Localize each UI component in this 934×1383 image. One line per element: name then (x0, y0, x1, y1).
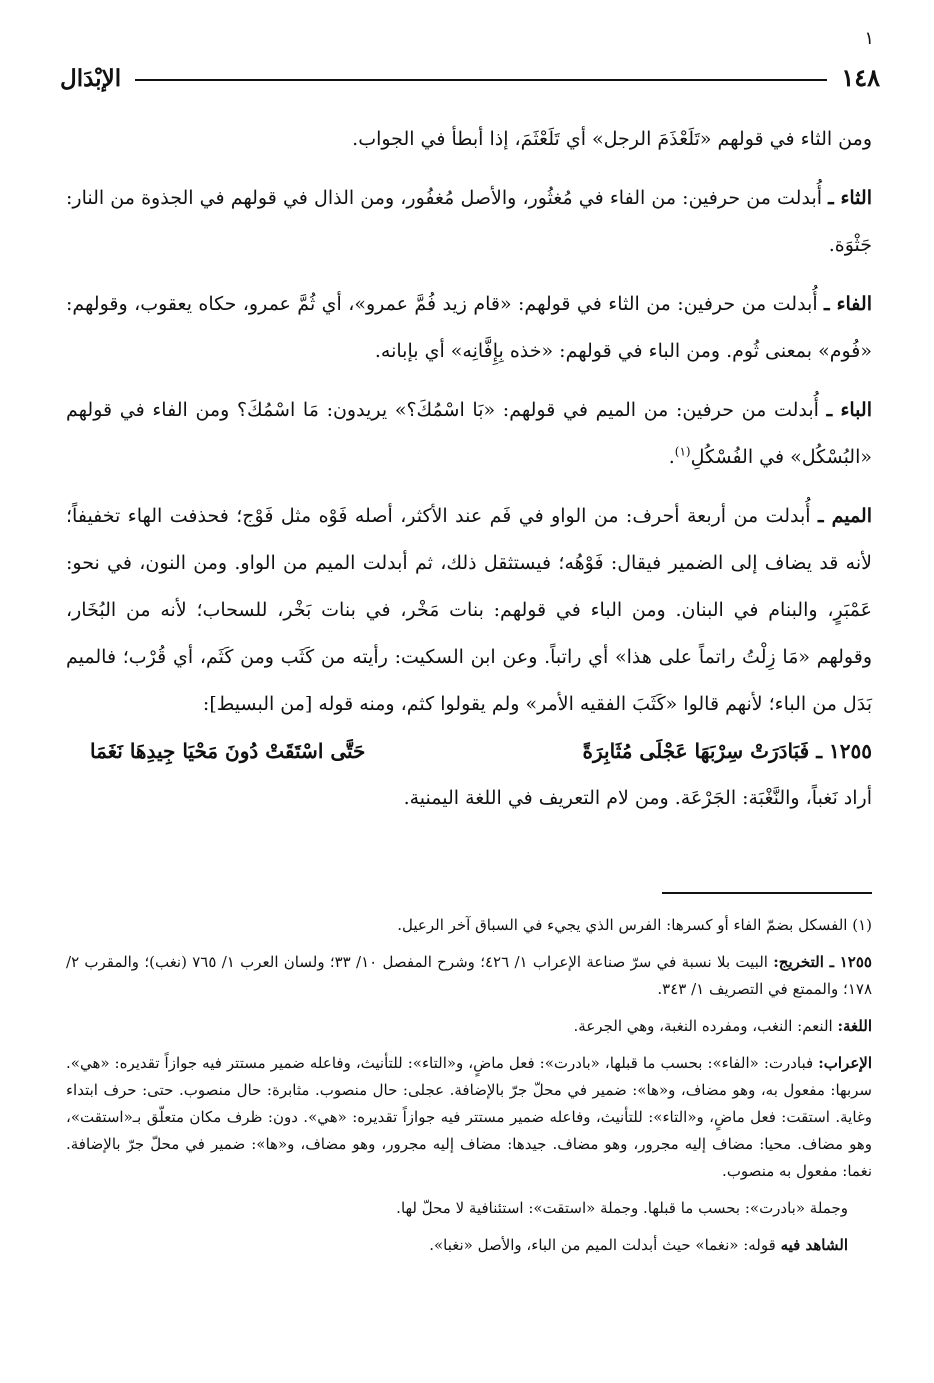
footnote-1: (١) الفسكل بضمّ الفاء أو كسرها: الفرس الذي يجيء في السباق آخر الرعيل. (397, 916, 872, 934)
irab-label: الإعراب: (818, 1054, 872, 1072)
shahid-label: الشاهد فيه (780, 1236, 848, 1254)
verse-second-hemistich: حَتَّى اسْتَقَتْ دُونَ مَحْيَا جِيدِهَا نَغَمَا (90, 739, 366, 763)
paragraph-ba: الباء ـ أُبدلت من حرفين: من الميم في قولهم: «بَا اسْمُكَ؟» يريدون: مَا اسْمُكَ؟ ومن الفاء في قولهم «البُسْكُل» في الفُسْكُلِ$^{(١)}$. (66, 399, 872, 468)
letter-term: الميم ـ (818, 505, 873, 527)
letter-term: الفاء ـ (824, 293, 872, 315)
footnote-irab: الإعراب: فبادرت: «الفاء»: بحسب ما قبلها، «بادرت»: فعل ماضٍ، و«التاء»: للتأنيث، وفاعله ضمير مستتر فيه جوازاً تقديره: «هي». سربها: مفعول به، وهو مضاف، و«ها»: ضمير في محلّ جرّ بالإضافة. عجلى: حال منصوب. مثابرة: حال منصوب. حتى: حرف ابتداء وغاية. استقت: فعل ماضٍ، و«التاء»: للتأنيث، وفاعله ضمير مستتر فيه جوازاً تقديره: «هي». دون: ظرف مكان متعلّق بـ«استقت»، وهو مضاف. محيا: مضاف إليه مجرور، وهو مضاف. جيدها: مضاف إليه مجرور، وهو مضاف، و«ها»: ضمير في محلّ جرّ بالإضافة. نغما: مفعول به منصوب. (66, 1054, 872, 1180)
main-text (66, 116, 872, 834)
header-rule (135, 79, 827, 81)
footnote-takhrij: ١٢٥٥ ـ التخريج: البيت بلا نسبة في سرّ صناعة الإعراب ١/ ٤٢٦؛ وشرح المفصل ١٠/ ٣٣؛ ولسان العرب ١/ ٧٦٥ (نغب)؛ والمقرب ٢/ ١٧٨؛ والممتع في التصريف ١/ ٣٤٣. (66, 953, 872, 998)
footnote-separator (662, 892, 872, 894)
verse-first-hemistich: فَبَادَرَتْ سِرْبَهَا عَجْلَى مُثَابِرَةً (582, 739, 810, 763)
letter-term: الباء ـ (826, 399, 872, 421)
paragraph-tha-origin: ومن الثاء في قولهم «تَلَعْذَمَ الرجل» أي تَلَعْثَمَ، إذا أبطأ في الجواب. (352, 128, 872, 150)
paragraph-mim: الميم ـ أُبدلت من أربعة أحرف: من الواو في فَم عند الأكثر، أصله فَوْه مثل فَوْج؛ فحذفت الهاء تخفيفاً؛ لأنه قد يضاف إلى الضمير فيقال: فَوْهُه؛ فيستثقل ذلك، ثم أبدلت الميم من الواو. ومن النون، في نحو: عَمْبَرٍ، والبنام في البنان. ومن الباء في قولهم: بنات مَخْر، في بنات بَخْر، للسحاب؛ لأنه من البُخَار، وقولهم «مَا زِلْتُ راتماً على هذا» أي راتباً. وعن ابن السكيت: رأيته من كَثَب ومن كَثَم، أي قُرْب؛ فالميم بَدَل من الباء؛ لأنهم قالوا «كَثَبَ الفقيه الأمر» ولم يقولوا كثم، ومنه قوله [من البسيط]: (66, 505, 873, 715)
corner-mark: ١ (864, 28, 874, 49)
poetry-verse (66, 728, 872, 775)
footnote-jumla: وجملة «بادرت»: بحسب ما قبلها. وجملة «استقت»: استئنافية لا محلّ لها. (396, 1199, 848, 1217)
paragraph-tha: الثاء ـ أُبدلت من حرفين: من الفاء في مُغثُور، والأصل مُغفُور، ومن الذال في قولهم في الجذوة من النار: جَثْوَة. (66, 187, 872, 256)
chapter-title: الإبْدَال (60, 65, 122, 92)
letter-term: الثاء ـ (828, 187, 872, 209)
verse-number: ١٢٥٥ ـ (816, 739, 872, 763)
footnote-reference: (١) (674, 444, 691, 459)
running-header (60, 58, 880, 92)
lugha-label: اللغة: (837, 1017, 872, 1035)
paragraph-verse-explanation: أراد نَغباً، والنَّغْبَة: الجَرْعَة. ومن لام التعريف في اللغة اليمنية. (403, 787, 872, 809)
footnote-shahid: الشاهد فيه قوله: «نغما» حيث أبدلت الميم من الباء، والأصل «نغبا». (429, 1236, 848, 1254)
paragraph-fa: الفاء ـ أُبدلت من حرفين: من الثاء في قولهم: «قام زيد فُمَّ عمرو»، أي ثُمَّ عمرو، حكاه يعقوب، وقولهم: «فُوم» بمعنى ثُوم. ومن الباء في قولهم: «خذه بِإِفَّانِه» أي بإبانه. (66, 293, 872, 362)
takhrij-label: ١٢٥٥ ـ التخريج: (773, 953, 872, 971)
page-number: ١٤٨ (841, 63, 880, 92)
footnotes (66, 912, 872, 1269)
footnote-lugha: اللغة: النعم: النغب، ومفرده النغبة، وهي الجرعة. (573, 1017, 872, 1035)
